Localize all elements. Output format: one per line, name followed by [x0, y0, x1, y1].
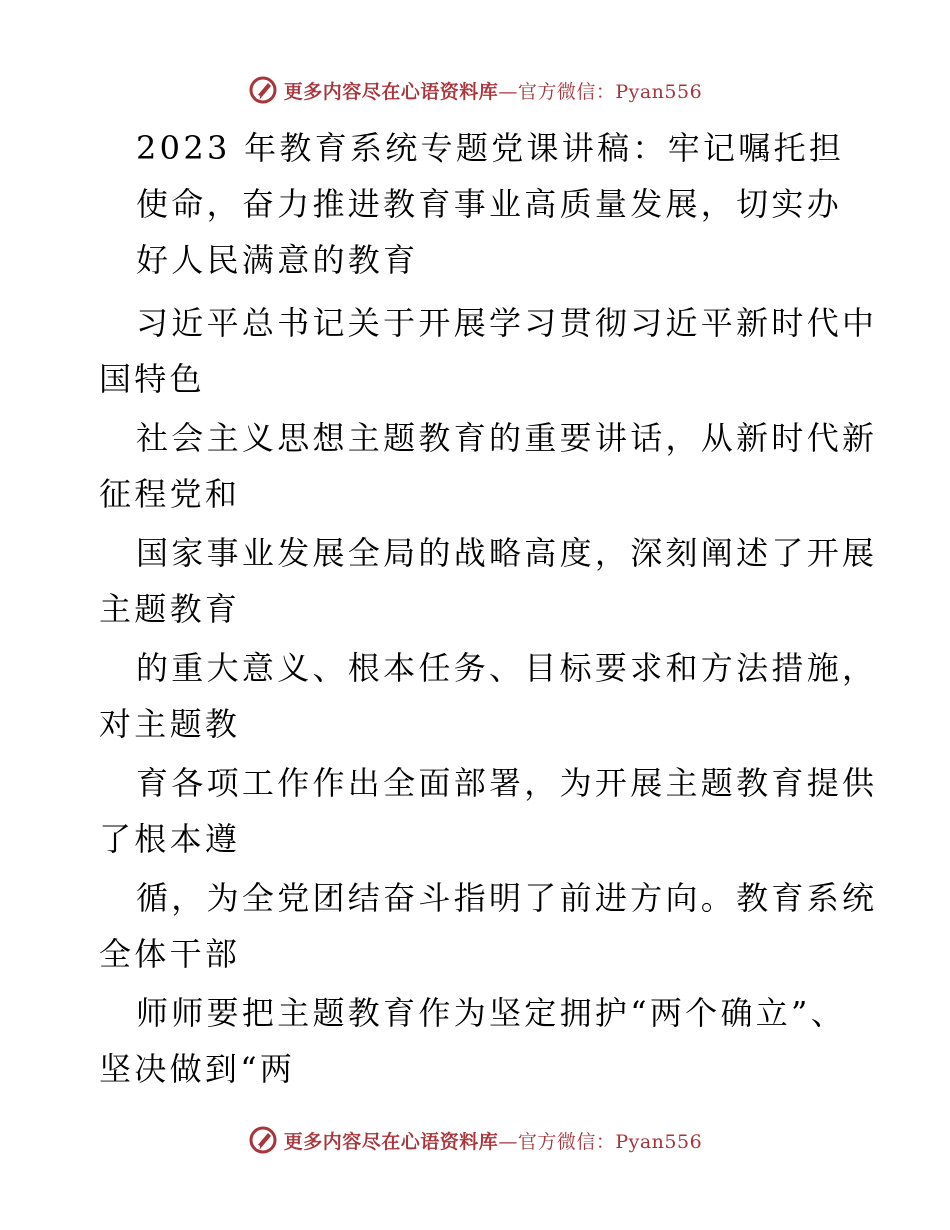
pen-logo-icon [248, 1125, 278, 1155]
pen-logo-icon [248, 75, 278, 105]
paragraph-line: 全体干部 [99, 935, 241, 973]
paragraph-line: 主题教育 [99, 590, 241, 628]
banner-contact-label: 官方微信： [517, 1130, 616, 1153]
banner-text [284, 77, 702, 104]
paragraph-line: 国特色 [99, 360, 205, 398]
paragraph-line: 的重大意义、根本任务、目标要求和方法措施， [136, 649, 878, 687]
banner-main: 更多内容尽在心语资料库 [283, 1130, 499, 1153]
paragraph-line: 了根本遵 [99, 820, 241, 858]
banner-contact-value: Pyan556 [615, 80, 703, 103]
paragraph-line: 习近平总书记关于开展学习贯彻习近平新时代中 [136, 304, 878, 342]
paragraph-line: 社会主义思想主题教育的重要讲话，从新时代新 [136, 419, 878, 457]
banner-dash: — [498, 80, 518, 103]
header-banner [0, 70, 950, 110]
banner-contact-label: 官方微信： [517, 80, 616, 103]
title-line-3: 好人民满意的教育 [136, 241, 419, 279]
footer-banner [0, 1120, 950, 1160]
banner-dash: — [498, 1130, 518, 1153]
title-line-2: 使命，奋力推进教育事业高质量发展，切实办 [136, 185, 843, 223]
paragraph-line: 循，为全党团结奋斗指明了前进方向。教育系统 [136, 879, 878, 917]
paragraph-line: 征程党和 [99, 475, 241, 513]
banner-text [284, 1127, 702, 1154]
paragraph-line: 师师要把主题教育作为坚定拥护“两个确立”、 [136, 994, 847, 1032]
paragraph-line: 坚决做到“两 [99, 1050, 296, 1088]
paragraph-line: 国家事业发展全局的战略高度，深刻阐述了开展 [136, 534, 878, 572]
paragraph-line: 育各项工作作出全面部署，为开展主题教育提供 [136, 764, 878, 802]
banner-main: 更多内容尽在心语资料库 [283, 80, 499, 103]
paragraph-line: 对主题教 [99, 705, 241, 743]
title-line-1: 2023 年教育系统专题党课讲稿：牢记嘱托担 [136, 129, 845, 167]
banner-contact-value: Pyan556 [615, 1130, 703, 1153]
